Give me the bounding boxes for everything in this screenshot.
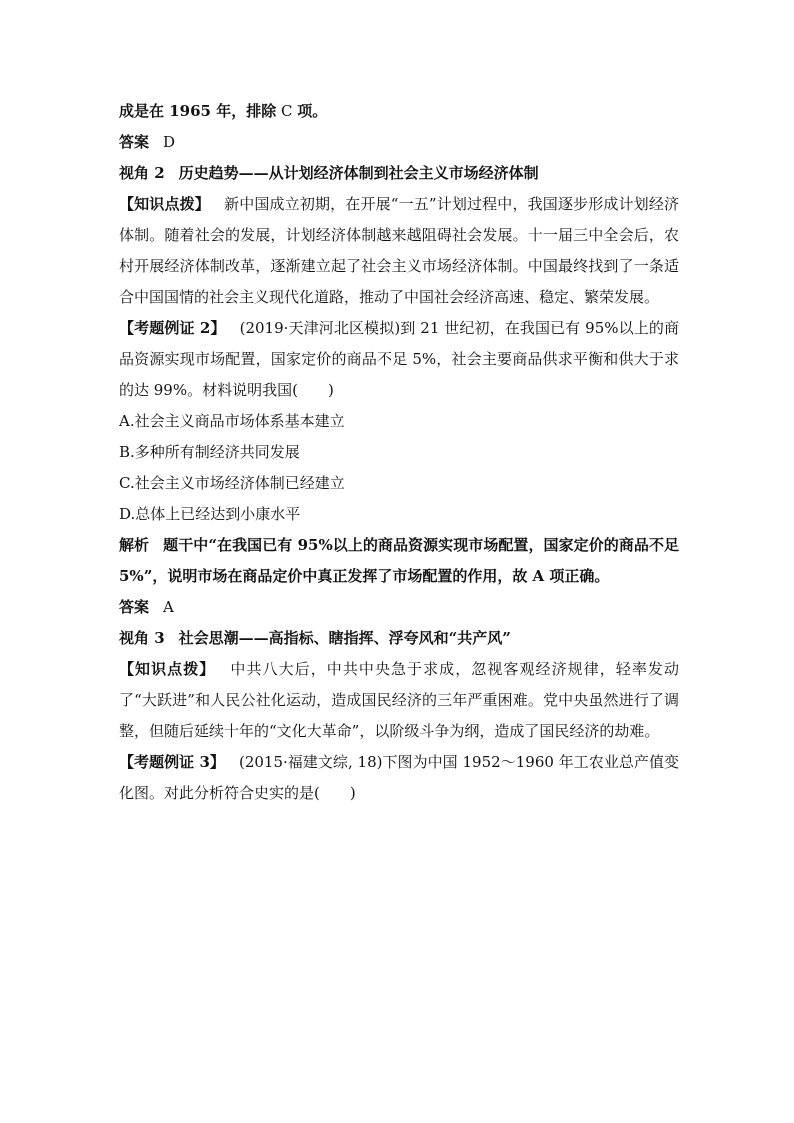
document-page [119, 96, 679, 809]
example-label: 【考题例证 3】 [119, 753, 225, 771]
example-label: 【考题例证 2】 [119, 319, 226, 337]
option-b: B.多种所有制经济共同发展 [119, 443, 300, 461]
example-3: 【考题例证 3】 (2015·福建文综, 18)下图为中国 1952～1960 年工农业总产值变化图。对此分析符合史实的是( ) [119, 753, 679, 802]
answer-value: A [163, 598, 174, 616]
option-c: C.社会主义市场经济体制已经建立 [119, 474, 345, 492]
answer-label: 答案 [119, 133, 150, 151]
answer-2 [119, 592, 679, 623]
option-d: D.总体上已经达到小康水平 [119, 505, 301, 523]
view-3-heading: 视角 3 社会思潮——高指标、瞎指挥、浮夸风和“共产风” [119, 629, 511, 647]
analysis-label: 解析 [119, 536, 150, 554]
knowledge-point-1: 【知识点拨】 新中国成立初期，在开展“一五”计划过程中，我国逐步形成计划经济体制。随着社会的发展，计划经济体制越来越阻碍社会发展。十一届三中全会后，农村开展经济体制改革，逐渐建立起了社会主义市场经济体制。中国最终找到了一条适合中国国情的社会主义现代化道路，推动了中国社会经济高速、稳定、繁荣发展。 [119, 195, 679, 306]
example-source: (2019·天津河北区模拟) [239, 319, 401, 337]
knowledge-label: 【知识点拨】 [119, 660, 216, 678]
answer-1 [119, 127, 679, 158]
analysis: 解析 题干中“在我国已有 95%以上的商品资源实现市场配置，国家定价的商品不足 5%”，说明市场在商品定价中真正发挥了市场配置的作用，故 A 项正确。 [119, 536, 679, 585]
answer-value: D [163, 133, 176, 151]
view-2-heading: 视角 2 历史趋势——从计划经济体制到社会主义市场经济体制 [119, 164, 539, 182]
example-source: (2015·福建文综, 18) [238, 753, 383, 771]
knowledge-label: 【知识点拨】 [119, 195, 210, 213]
option-a: A.社会主义商品市场体系基本建立 [119, 412, 345, 430]
paragraph-continuation: 成是在 1965 年，排除 C 项。 [119, 102, 328, 120]
knowledge-point-2: 【知识点拨】 中共八大后，中共中央急于求成，忽视客观经济规律，轻率发动了“大跃进”和人民公社化运动，造成国民经济的三年严重困难。党中央虽然进行了调整，但随后延续十年的“文化大革命”，以阶级斗争为纲，造成了国民经济的劫难。 [119, 660, 679, 740]
example-2: 【考题例证 2】 (2019·天津河北区模拟)到 21 世纪初，在我国已有 95%以上的商品资源实现市场配置，国家定价的商品不足 5%，社会主要商品供求平衡和供大于求的达 99%。材料说明我国( ) [119, 319, 679, 399]
answer-label: 答案 [119, 598, 150, 616]
